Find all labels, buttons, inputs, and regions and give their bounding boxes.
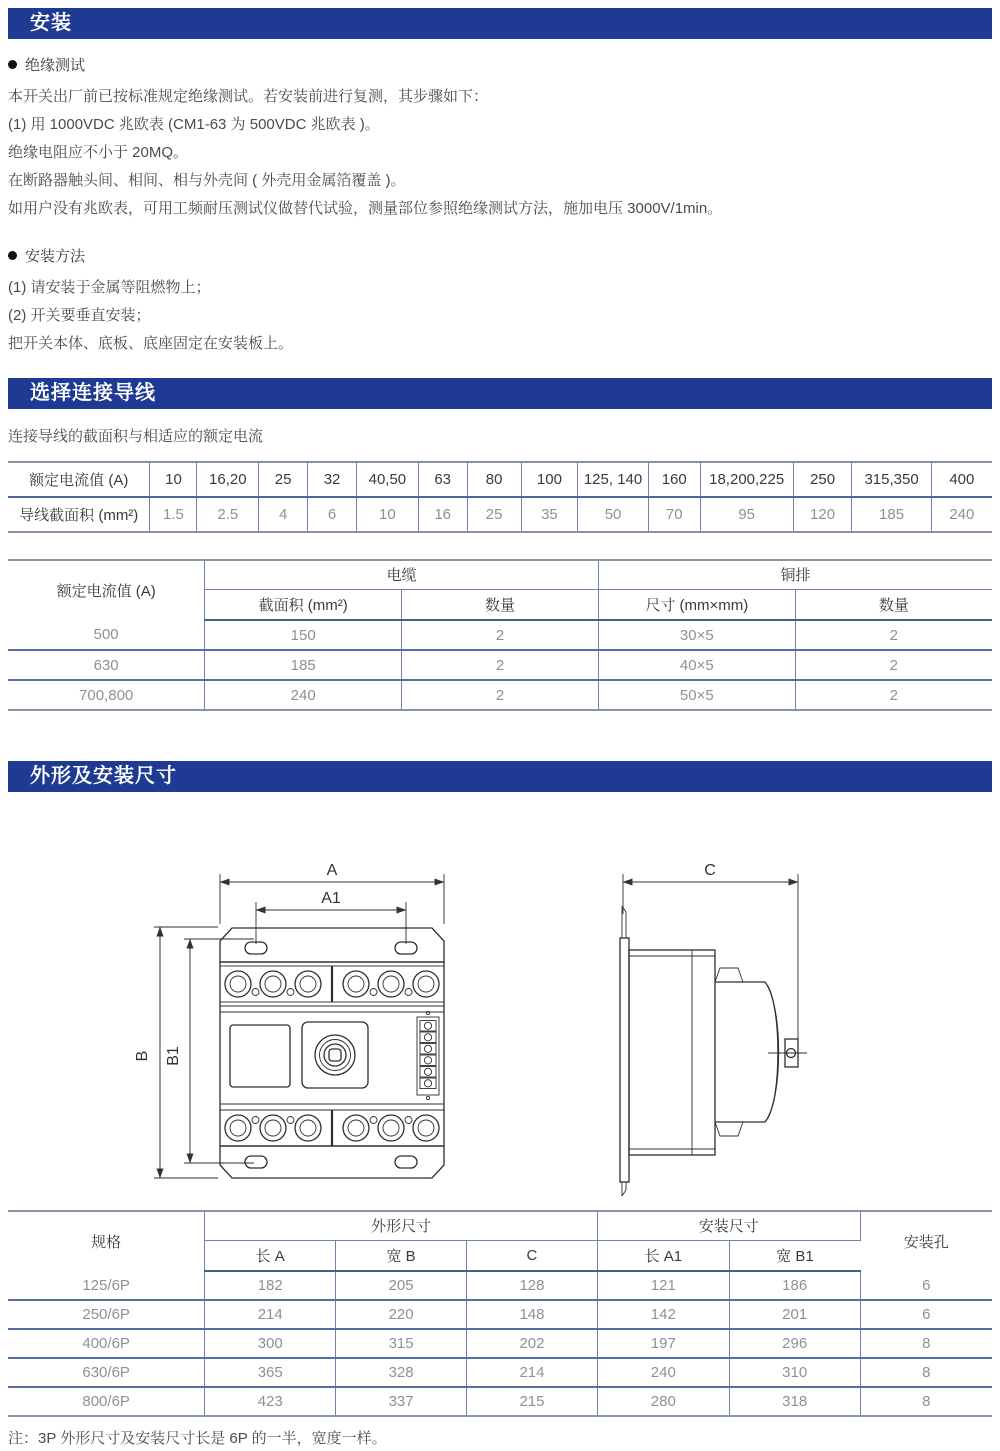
mounting-hole bbox=[395, 1156, 417, 1168]
insulation-paragraph bbox=[8, 83, 992, 223]
dimension-table-body bbox=[8, 1271, 992, 1416]
rated-current-row bbox=[8, 462, 992, 497]
method-paragraph bbox=[8, 274, 992, 358]
table-cell: 125, 140 bbox=[578, 462, 648, 497]
table-cell: 2 bbox=[402, 680, 599, 710]
table-cell: 318 bbox=[729, 1387, 860, 1416]
table-cell: 40×5 bbox=[598, 650, 795, 680]
label-window bbox=[230, 1025, 290, 1087]
cable-qty-header: 数量 bbox=[402, 589, 599, 620]
dimension-table bbox=[8, 1210, 992, 1417]
width-b1-header: 宽 B1 bbox=[729, 1240, 860, 1271]
table-cell: 310 bbox=[729, 1358, 860, 1387]
table-cell: 16 bbox=[418, 497, 467, 532]
table-cell: 1.5 bbox=[150, 497, 197, 532]
section-header-wire bbox=[8, 378, 992, 409]
insulation-heading-label: 绝缘测试 bbox=[25, 57, 86, 74]
body-text-line: 如用户没有兆欧表，可用工频耐压测试仪做替代试验，测量部位参照绝缘测试方法，施加电压 3000V/1min。 bbox=[8, 200, 723, 217]
table-cell: 120 bbox=[793, 497, 852, 532]
table-cell: 8 bbox=[922, 1393, 931, 1410]
spec-header: 规格 bbox=[8, 1211, 205, 1271]
method-heading-label: 安装方法 bbox=[25, 248, 86, 265]
table-cell: 2 bbox=[402, 650, 599, 680]
table-cell: 40,50 bbox=[357, 462, 419, 497]
body-text-line: 绝缘电阻应不小于 20MQ。 bbox=[8, 144, 189, 161]
table-row bbox=[8, 620, 992, 650]
table-cell: 400 bbox=[949, 471, 975, 488]
dim-b1 bbox=[165, 939, 254, 1163]
footnote: 注：3P 外形尺寸及安装尺寸长是 6P 的一半，宽度一样。 bbox=[8, 1430, 387, 1447]
table-row bbox=[8, 650, 992, 680]
table-row bbox=[8, 1271, 992, 1300]
table-cell: 185 bbox=[852, 497, 931, 532]
section-title-wire: 选择连接导线 bbox=[30, 382, 156, 404]
table-cell: 2 bbox=[402, 620, 599, 650]
dim-label-a1: A1 bbox=[321, 890, 341, 907]
section-title-install: 安装 bbox=[30, 12, 72, 34]
table-cell: 70 bbox=[648, 497, 700, 532]
cable-section-header: 截面积 (mm²) bbox=[205, 589, 402, 620]
dim-a1 bbox=[256, 890, 406, 944]
wire-intro-text: 连接导线的截面积与相适应的额定电流 bbox=[8, 428, 264, 445]
table-row bbox=[8, 1358, 992, 1387]
table-cell: 197 bbox=[597, 1329, 729, 1358]
mounting-plate bbox=[620, 938, 629, 1182]
table-cell: 63 bbox=[418, 462, 467, 497]
table-cell: 4 bbox=[259, 497, 308, 532]
switch-side-outline bbox=[620, 906, 807, 1196]
table-cell: 142 bbox=[597, 1300, 729, 1329]
body-text-line: 把开关本体、底板、底座固定在安装板上。 bbox=[8, 335, 294, 352]
group-header-row bbox=[8, 1211, 992, 1240]
wire-current-table bbox=[8, 461, 992, 533]
table-cell: 35 bbox=[521, 497, 578, 532]
table-row bbox=[8, 680, 992, 710]
table-cell: 202 bbox=[467, 1329, 598, 1358]
table-cell: 400/6P bbox=[8, 1329, 205, 1358]
mounting-hole bbox=[245, 1156, 267, 1168]
table-cell: 2.5 bbox=[197, 497, 259, 532]
table-cell: 6 bbox=[922, 1306, 931, 1323]
rotary-handle bbox=[302, 1022, 368, 1088]
table-cell: 296 bbox=[729, 1329, 860, 1358]
table-cell: 30×5 bbox=[598, 620, 795, 650]
table-cell: 800/6P bbox=[8, 1387, 205, 1416]
aux-terminal-strip bbox=[417, 1011, 439, 1099]
section-title-dimensions: 外形及安装尺寸 bbox=[30, 765, 177, 787]
section-header-install bbox=[8, 8, 992, 39]
table-cell: 121 bbox=[597, 1271, 729, 1300]
table-cell: 220 bbox=[336, 1300, 467, 1329]
table-cell: 630/6P bbox=[8, 1358, 205, 1387]
table-cell: 205 bbox=[336, 1271, 467, 1300]
insulation-test-heading bbox=[8, 54, 992, 75]
table-cell: 185 bbox=[205, 650, 402, 680]
table-cell: 25 bbox=[259, 462, 308, 497]
table-cell: 148 bbox=[467, 1300, 598, 1329]
cable-busbar-table bbox=[8, 559, 992, 711]
switch-front-outline bbox=[220, 928, 444, 1178]
table-cell: 700,800 bbox=[8, 680, 205, 710]
busbar-size-header: 尺寸 (mm×mm) bbox=[598, 589, 795, 620]
table-cell: 215 bbox=[467, 1387, 598, 1416]
table-cell: 300 bbox=[205, 1329, 336, 1358]
cable-group-header: 电缆 bbox=[205, 560, 599, 589]
table-cell: 315 bbox=[336, 1329, 467, 1358]
dim-c bbox=[623, 862, 798, 1042]
busbar-group-header: 铜排 bbox=[598, 560, 992, 589]
table-cell: 80 bbox=[467, 462, 521, 497]
table-cell: 240 bbox=[597, 1358, 729, 1387]
table-cell: 16,20 bbox=[197, 462, 259, 497]
manual-page bbox=[0, 8, 1000, 1447]
length-a-header: 长 A bbox=[205, 1240, 336, 1271]
table-row bbox=[8, 1300, 992, 1329]
table-cell: 250 bbox=[793, 462, 852, 497]
side-view-drawing bbox=[580, 860, 980, 1200]
table-cell: 8 bbox=[922, 1335, 931, 1352]
table-cell: 214 bbox=[467, 1358, 598, 1387]
width-b-header: 宽 B bbox=[336, 1240, 467, 1271]
table-cell: 328 bbox=[336, 1358, 467, 1387]
table-cell: 201 bbox=[729, 1300, 860, 1329]
table-cell: 128 bbox=[467, 1271, 598, 1300]
busbar-qty-header: 数量 bbox=[795, 589, 992, 620]
rated-current-label: 额定电流值 (A) bbox=[8, 462, 150, 497]
table-cell: 315,350 bbox=[852, 462, 931, 497]
length-a1-header: 长 A1 bbox=[597, 1240, 729, 1271]
dim-label-c: C bbox=[704, 862, 716, 879]
table-cell: 337 bbox=[336, 1387, 467, 1416]
table-cell: 500 bbox=[8, 620, 205, 650]
table-cell: 100 bbox=[521, 462, 578, 497]
table-cell: 95 bbox=[700, 497, 793, 532]
rated-current-header: 额定电流值 (A) bbox=[8, 560, 205, 620]
table-cell: 240 bbox=[205, 680, 402, 710]
table-cell: 280 bbox=[597, 1387, 729, 1416]
table-cell: 630 bbox=[8, 650, 205, 680]
wire-section-label: 导线截面积 (mm²) bbox=[8, 497, 150, 532]
table-cell: 2 bbox=[889, 626, 899, 644]
bullet-icon bbox=[8, 251, 17, 260]
c-header: C bbox=[467, 1240, 598, 1271]
body-text-line: (1) 请安装于金属等阻燃物上； bbox=[8, 279, 211, 296]
install-method-heading bbox=[8, 245, 992, 266]
table-cell: 160 bbox=[648, 462, 700, 497]
table-cell: 182 bbox=[205, 1271, 336, 1300]
bullet-icon bbox=[8, 60, 17, 69]
body-text-line: (2) 开关要垂直安装； bbox=[8, 307, 151, 324]
table-cell: 186 bbox=[729, 1271, 860, 1300]
table-cell: 10 bbox=[357, 497, 419, 532]
mount-size-group-header: 安装尺寸 bbox=[597, 1211, 860, 1240]
table-cell: 6 bbox=[922, 1276, 931, 1294]
dim-label-a: A bbox=[326, 862, 338, 879]
group-header-row bbox=[8, 560, 992, 589]
table-cell: 2 bbox=[889, 656, 899, 674]
table-cell: 125/6P bbox=[8, 1271, 205, 1300]
table-cell: 423 bbox=[205, 1387, 336, 1416]
table-cell: 50×5 bbox=[598, 680, 795, 710]
table-cell: 32 bbox=[308, 462, 357, 497]
outline-size-group-header: 外形尺寸 bbox=[205, 1211, 598, 1240]
table-cell: 25 bbox=[467, 497, 521, 532]
body-text-line: (1) 用 1000VDC 兆欧表 (CM1-63 为 500VDC 兆欧表 )。 bbox=[8, 116, 380, 133]
table-cell: 6 bbox=[308, 497, 357, 532]
body-text-line: 在断路器触头间、相间、相与外壳间 ( 外壳用金属箔覆盖 )。 bbox=[8, 172, 406, 189]
table-cell: 8 bbox=[922, 1364, 931, 1381]
table-cell: 18,200,225 bbox=[700, 462, 793, 497]
mount-holes-header: 安装孔 bbox=[903, 1234, 949, 1251]
table-cell: 2 bbox=[889, 686, 899, 704]
cable-busbar-body bbox=[8, 620, 992, 710]
table-cell: 365 bbox=[205, 1358, 336, 1387]
table-cell: 250/6P bbox=[8, 1300, 205, 1329]
dim-label-b: B bbox=[134, 1050, 151, 1062]
table-cell: 150 bbox=[205, 620, 402, 650]
table-cell: 50 bbox=[578, 497, 648, 532]
table-cell: 240 bbox=[949, 506, 975, 523]
table-row bbox=[8, 1329, 992, 1358]
body-text-line: 本开关出厂前已按标准规定绝缘测试。若安装前进行复测，其步骤如下： bbox=[8, 88, 489, 105]
table-cell: 10 bbox=[150, 462, 197, 497]
table-cell: 214 bbox=[205, 1300, 336, 1329]
section-header-dimensions bbox=[8, 761, 992, 792]
wire-section-row bbox=[8, 497, 992, 532]
dim-label-b1: B1 bbox=[165, 1046, 182, 1066]
front-view-drawing bbox=[118, 860, 588, 1200]
dimension-drawings bbox=[0, 842, 1000, 1210]
table-row bbox=[8, 1387, 992, 1416]
